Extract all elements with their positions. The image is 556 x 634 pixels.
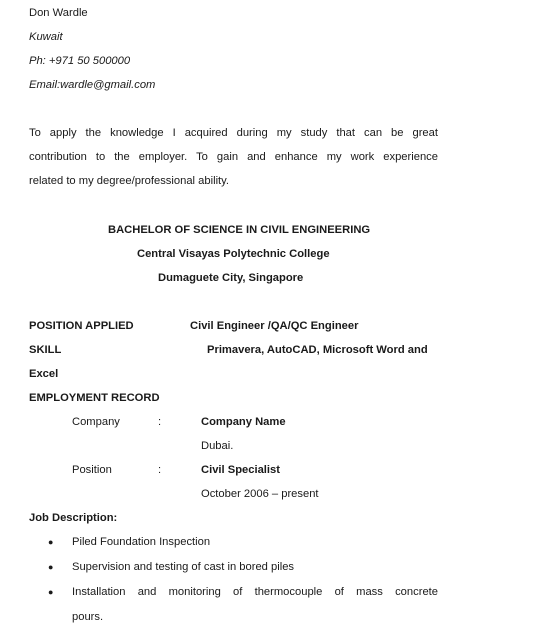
employment-record-heading: EMPLOYMENT RECORD bbox=[29, 392, 160, 404]
candidate-location: Kuwait bbox=[29, 31, 63, 43]
objective-line-3: related to my degree/professional ability. bbox=[29, 175, 230, 187]
company-name: Company Name bbox=[201, 416, 286, 428]
position-colon: : bbox=[158, 464, 162, 476]
objective-line-1: To apply the knowledge I acquired during my study that can be great bbox=[29, 127, 438, 139]
position-dates: October 2006 – present bbox=[201, 488, 319, 500]
job-duty-item: Installation and monitoring of thermocouple of mass concrete bbox=[72, 586, 438, 598]
candidate-phone: Ph: +971 50 500000 bbox=[29, 55, 131, 67]
company-label: Company bbox=[72, 416, 120, 428]
candidate-name: Don Wardle bbox=[29, 7, 88, 19]
education-location: Dumaguete City, Singapore bbox=[158, 272, 304, 284]
education-college: Central Visayas Polytechnic College bbox=[137, 248, 330, 260]
position-applied-value: Civil Engineer /QA/QC Engineer bbox=[190, 320, 359, 332]
position-applied-label: POSITION APPLIED bbox=[29, 320, 134, 332]
objective-line-2: contribution to the employer. To gain and enhance my work experience bbox=[29, 151, 438, 163]
job-duty-item: Supervision and testing of cast in bored piles bbox=[72, 561, 295, 573]
candidate-email: Email:wardle@gmail.com bbox=[29, 79, 156, 91]
job-duty-item-continuation: pours. bbox=[72, 611, 104, 623]
company-colon: : bbox=[158, 416, 162, 428]
bullet-icon: ● bbox=[48, 537, 54, 547]
skill-value: Primavera, AutoCAD, Microsoft Word and bbox=[207, 344, 428, 356]
position-title: Civil Specialist bbox=[201, 464, 280, 476]
company-city: Dubai. bbox=[201, 440, 234, 452]
skill-continuation: Excel bbox=[29, 368, 59, 380]
job-duty-item: Piled Foundation Inspection bbox=[72, 536, 211, 548]
position-label: Position bbox=[72, 464, 112, 476]
skill-label: SKILL bbox=[29, 344, 62, 356]
bullet-icon: ● bbox=[48, 562, 54, 572]
education-degree: BACHELOR OF SCIENCE IN CIVIL ENGINEERING bbox=[108, 224, 371, 236]
job-description-heading: Job Description: bbox=[29, 512, 118, 524]
bullet-icon: ● bbox=[48, 587, 54, 597]
